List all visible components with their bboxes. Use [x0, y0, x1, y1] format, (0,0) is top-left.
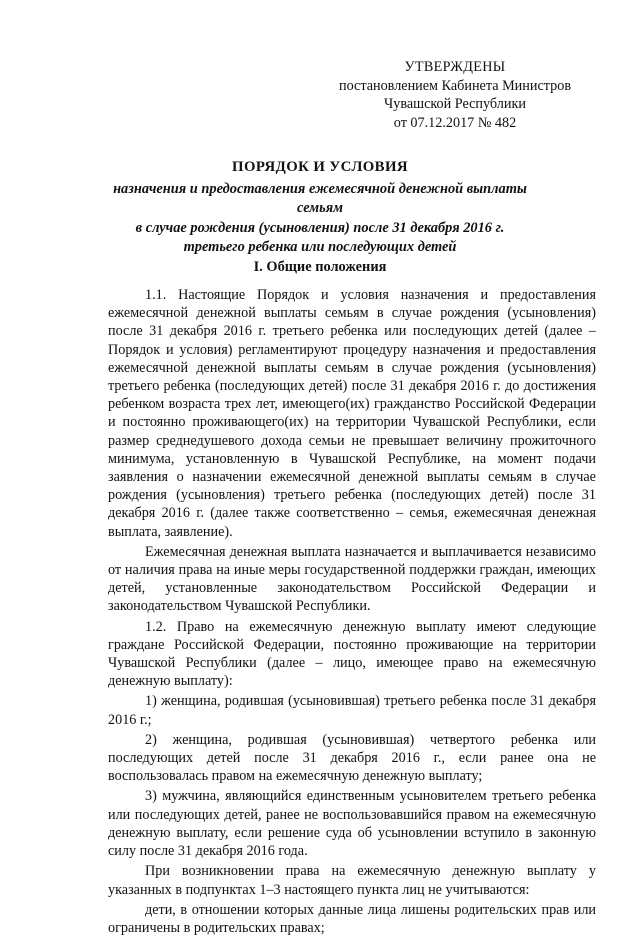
section-heading: I. Общие положения — [253, 259, 387, 275]
document-title — [110, 158, 530, 258]
approval-line-2: Чувашской Республики — [384, 96, 526, 112]
paragraph-independence: Ежемесячная денежная выплата назначается и выплачивается независимо от наличия права на иные меры государственной поддержки граждан, имеющих детей, установленные законодательством Российской Федерации и законодательством Чувашской Республики. — [108, 543, 596, 615]
list-item-2: 2) женщина, родившая (усыновившая) четвертого ребенка или последующих детей после 31 декабря 2016 г., если ранее она не воспользовалась правом на ежемесячную денежную выплату; — [108, 731, 596, 785]
paragraph-1-1: 1.1. Настоящие Порядок и условия назначения и предоставления ежемесячной денежной выплаты семьям в случае рождения (усыновления) после 31 декабря 2016 г. третьего ребенка или последующих детей (далее – Порядок и условия) регламентируют процедуру назначения и предоставления ежемесячной денежной выплаты семьям в случае рождения (усыновления) третьего ребенка (последующих детей) после 31 декабря 2016 г. до достижения ребенком возраста трех лет, имеющего(их) гражданство Российской Федерации и постоянно проживающего(их) на территории Чувашской Республики, если размер среднедушевого дохода семьи не превышает величину прожиточного минимума, установленную в Чувашской Республике, на момент подачи заявления о назначении ежемесячной денежной выплаты семьям в случае рождения (усыновления) третьего ребенка (последующих детей) после 31 декабря 2016 г. (далее также соответственно – семья, ежемесячная денежная выплата, заявление). — [108, 287, 596, 540]
list-item-1: 1) женщина, родившая (усыновившая) третьего ребенка после 31 декабря 2016 г.; — [108, 693, 596, 728]
document-body — [108, 286, 596, 937]
exclusion-item-1: дети, в отношении которых данные лица лишены родительских прав или ограничены в родительских правах; — [108, 901, 596, 936]
title-line-2: в случае рождения (усыновления) после 31 декабря 2016 г. — [135, 219, 505, 236]
title-main: ПОРЯДОК И УСЛОВИЯ — [232, 159, 408, 175]
title-line-3: третьего ребенка или последующих детей — [183, 239, 457, 255]
list-item-3: 3) мужчина, являющийся единственным усыновителем третьего ребенка или последующих детей, ранее не воспользовавшийся правом на ежемесячную денежную выплату, если решение суда об усыновлении вступило в законную силу после 31 декабря 2016 года. — [108, 788, 596, 860]
approval-stamp — [330, 58, 580, 132]
paragraph-1-2: 1.2. Право на ежемесячную денежную выплату имеют следующие граждане Российской Федерации, постоянно проживающие на территории Чувашской Республики (далее – лицо, имеющее право на ежемесячную денежную выплату): — [108, 618, 596, 690]
title-line-1: назначения и предоставления ежемесячной денежной выплаты семьям — [113, 180, 527, 216]
paragraph-exclusions: При возникновении права на ежемесячную денежную выплату у указанных в подпунктах 1–3 настоящего пункта лиц не учитываются: — [108, 863, 596, 898]
approval-heading: УТВЕРЖДЕНЫ — [404, 59, 506, 75]
approval-date-number: от 07.12.2017 № 482 — [393, 114, 517, 131]
approval-line-1: постановлением Кабинета Министров — [338, 77, 572, 94]
